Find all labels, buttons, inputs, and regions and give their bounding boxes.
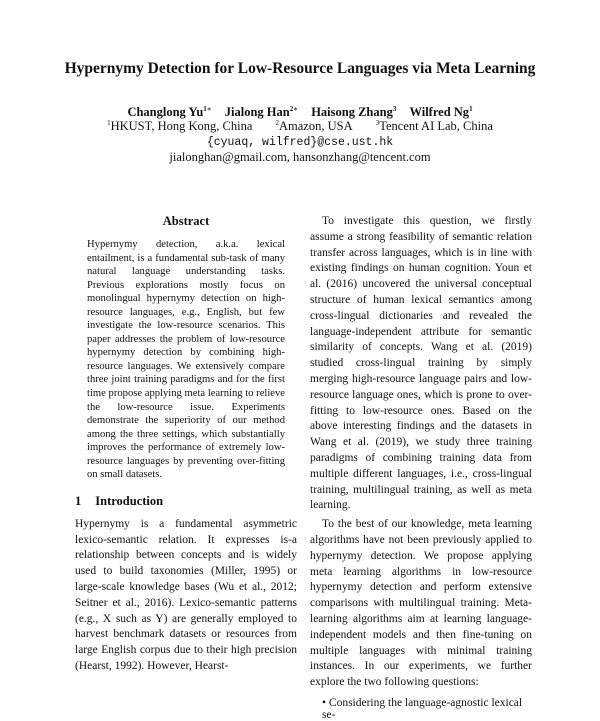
author: Jialong Han$^{2∗}$ <box>224 105 299 120</box>
paragraph: To investigate this question, we firstly assume a strong feasibility of semantic relation transfer across languages, which is in line with existing findings on human cognition. Youn et al. (2016) uncovered the universal conceptual structure of human lexical semantics among cross-lingual dictionaries and revealed the language-independent attribute for semantic similarity of concepts. Wang et al. (2019) studied cross-lingual training by simply merging high-resource language pairs and low-resource language ones, which is prone to over-fitting to low-resource ones. Based on the above interesting findings and the datasets in Wang et al. (2019), we study three training paradigms of combining training data from multiple different languages, i.e., cross-lingual training, multilingual training, as well as meta learning. <box>310 215 532 512</box>
section-heading <box>75 494 297 509</box>
abstract-text: Hypernymy detection, a.k.a. lexical entailment, is a fundamental sub-task of many natural language understanding tasks. Previous explorations mostly focus on monolingual hypernymy detection on high-resource languages, e.g., English, but few investigate the low-resource scenarios. This paper addresses the problem of low-resource hypernymy detection by combining high-resource languages. We extensively compare three joint training paradigms and for the first time propose applying meta learning to relieve the low-resource issue. Experiments demonstrate the superiority of our method among the three settings, which substantially improves the performance of extremely low-resource languages by preventing over-fitting on small datasets. <box>87 239 285 481</box>
paper-title: Hypernymy Detection for Low-Resource Languages via Meta Learning <box>64 60 536 77</box>
right-column <box>310 214 532 721</box>
affiliation: $^3$Tencent AI Lab, China <box>375 119 493 134</box>
affiliation: $^2$Amazon, USA <box>275 119 353 134</box>
abstract-heading: Abstract <box>162 214 210 228</box>
paragraph: Hypernymy is a fundamental asymmetric lexico-semantic relation. It expresses is-a relationship between concepts and is widely used to build taxonomies (Miller, 1995) or large-scale knowledge bases (Wu et al., 2012; Seitner et al., 2016). Lexico-semantic patterns (e.g., X such as Y) are generally employed to harvest benchmark datasets or resources from large English corpus due to their high precision (Hearst, 1992). However, Hearst- <box>75 517 297 673</box>
email-line: {cyuaq, wilfred}@cse.ust.hk <box>206 136 394 149</box>
author: Wilfred Ng$^1$ <box>409 105 473 120</box>
paragraph: To the best of our knowledge, meta learning algorithms have not been previously applied to hypernymy detection. We propose applying meta learning algorithms in low-resource hypernymy detection and perform extensive comparisons with multilingual training. Meta-learning algorithms aim at learning language-independent models and then fine-tuning on multiple languages with minimal training instances. In our experiments, we further explore the two following questions: <box>310 518 532 689</box>
bullet-item: • Considering the language-agnostic lexical se- <box>322 696 523 721</box>
affiliation-list <box>0 119 600 134</box>
author: Haisong Zhang$^3$ <box>311 105 397 120</box>
author: Changlong $Yu^{1∗}$ <box>127 105 212 120</box>
left-column <box>75 214 297 675</box>
email-line: jialonghan@gmail.com, hansonzhang@tencent.com <box>169 150 431 164</box>
author-list <box>0 104 600 120</box>
section-title: Introduction <box>95 493 164 508</box>
section-number: 1 <box>75 493 82 508</box>
affiliation: $^1$HKUST, Hong Kong, China <box>107 119 253 134</box>
